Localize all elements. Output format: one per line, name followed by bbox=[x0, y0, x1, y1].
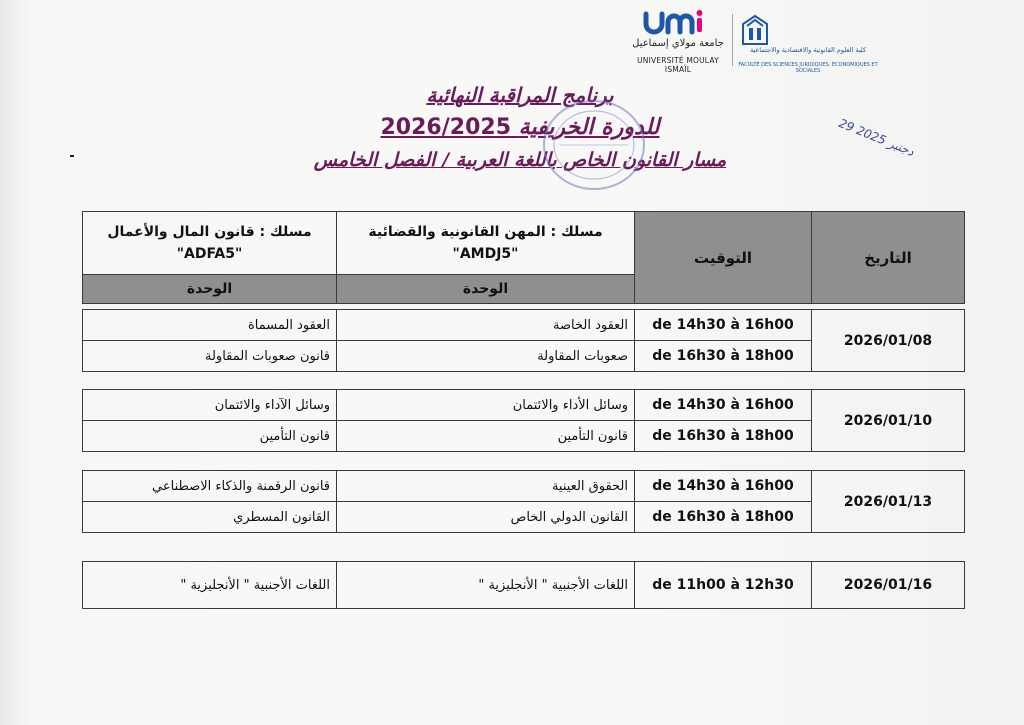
adfa-unit-cell: اللغات الأجنبية " الأنجليزية " bbox=[83, 562, 337, 609]
date-cell: 2026/01/13 bbox=[812, 471, 965, 533]
official-stamp-icon bbox=[538, 95, 650, 195]
schedule-header bbox=[82, 211, 965, 304]
date-column-header: التاريخ bbox=[812, 212, 965, 304]
table-row bbox=[83, 471, 965, 502]
title-year: 2026/2025 bbox=[380, 115, 511, 140]
title-line-1: برنامج المراقبة النهائية bbox=[426, 83, 614, 107]
amdj-unit-cell: الحقوق العينية bbox=[337, 471, 635, 502]
track-adfa-header: مسلك : قانون المال والأعمال "ADFA5" bbox=[83, 212, 337, 275]
time-cell: de 16h30 à 18h00 bbox=[635, 502, 812, 533]
time-cell: de 16h30 à 18h00 bbox=[635, 341, 812, 372]
unit-header-amdj: الوحدة bbox=[337, 275, 635, 304]
table-row bbox=[83, 310, 965, 341]
date-cell: 2026/01/10 bbox=[812, 390, 965, 452]
um-logo-icon bbox=[642, 8, 706, 36]
amdj-unit-cell: قانون التأمين bbox=[337, 421, 635, 452]
title-session: للدورة الخريفية bbox=[518, 114, 660, 140]
amdj-unit-cell: العقود الخاصة bbox=[337, 310, 635, 341]
faculty-name-fr: FACULTÉ DES SCIENCES JURIDIQUES, ÉCONOMIQUES ET SOCIALES bbox=[738, 62, 878, 74]
title-line-2 bbox=[260, 110, 780, 145]
title-line-3: مسار القانون الخاص باللغة العربية / الفصل الخامس bbox=[313, 149, 727, 171]
adfa-unit-cell: قانون الرقمنة والذكاء الاصطناعي bbox=[83, 471, 337, 502]
amdj-unit-cell: صعوبات المقاولة bbox=[337, 341, 635, 372]
date-cell: 2026/01/08 bbox=[812, 310, 965, 372]
adfa-unit-cell: قانون التأمين bbox=[83, 421, 337, 452]
exam-day-block bbox=[82, 470, 965, 533]
document-title bbox=[260, 80, 780, 175]
date-cell: 2026/01/16 bbox=[812, 562, 965, 609]
faculty-emblem-icon bbox=[740, 14, 770, 48]
table-row bbox=[83, 562, 965, 609]
amdj-unit-cell: وسائل الأداء والائتمان bbox=[337, 390, 635, 421]
university-name-ar: جامعة مولاي إسماعيل bbox=[632, 38, 724, 49]
time-cell: de 14h30 à 16h00 bbox=[635, 471, 812, 502]
margin-mark bbox=[70, 155, 74, 157]
amdj-unit-cell: اللغات الأجنبية " الأنجليزية " bbox=[337, 562, 635, 609]
time-cell: de 14h30 à 16h00 bbox=[635, 310, 812, 341]
adfa-unit-cell: العقود المسماة bbox=[83, 310, 337, 341]
track-amdj-header: مسلك : المهن القانونية والقضائية "AMDJ5" bbox=[337, 212, 635, 275]
date-stamp: 29 دجنبر 2025 bbox=[836, 116, 917, 159]
time-cell: de 11h00 à 12h30 bbox=[635, 562, 812, 609]
faculty-name-ar: كلية العلوم القانونية والاقتصادية والاجتماعية bbox=[749, 46, 867, 54]
adfa-unit-cell: القانون المسطري bbox=[83, 502, 337, 533]
amdj-unit-cell: القانون الدولي الخاص bbox=[337, 502, 635, 533]
logo-divider bbox=[732, 14, 733, 66]
faculty-logo bbox=[738, 6, 878, 76]
exam-day-block bbox=[82, 309, 965, 372]
university-name-fr: UNIVERSITÉ MOULAY ISMAÏL bbox=[637, 56, 719, 74]
adfa-unit-cell: قانون صعوبات المقاولة bbox=[83, 341, 337, 372]
university-logo bbox=[628, 6, 728, 76]
time-cell: de 14h30 à 16h00 bbox=[635, 390, 812, 421]
adfa-unit-cell: وسائل الآداء والائتمان bbox=[83, 390, 337, 421]
exam-day-block bbox=[82, 389, 965, 452]
exam-day-block bbox=[82, 561, 965, 609]
table-row bbox=[83, 390, 965, 421]
time-column-header: التوقيت bbox=[635, 212, 812, 304]
header-logos bbox=[628, 6, 878, 76]
unit-header-adfa: الوحدة bbox=[83, 275, 337, 304]
time-cell: de 16h30 à 18h00 bbox=[635, 421, 812, 452]
